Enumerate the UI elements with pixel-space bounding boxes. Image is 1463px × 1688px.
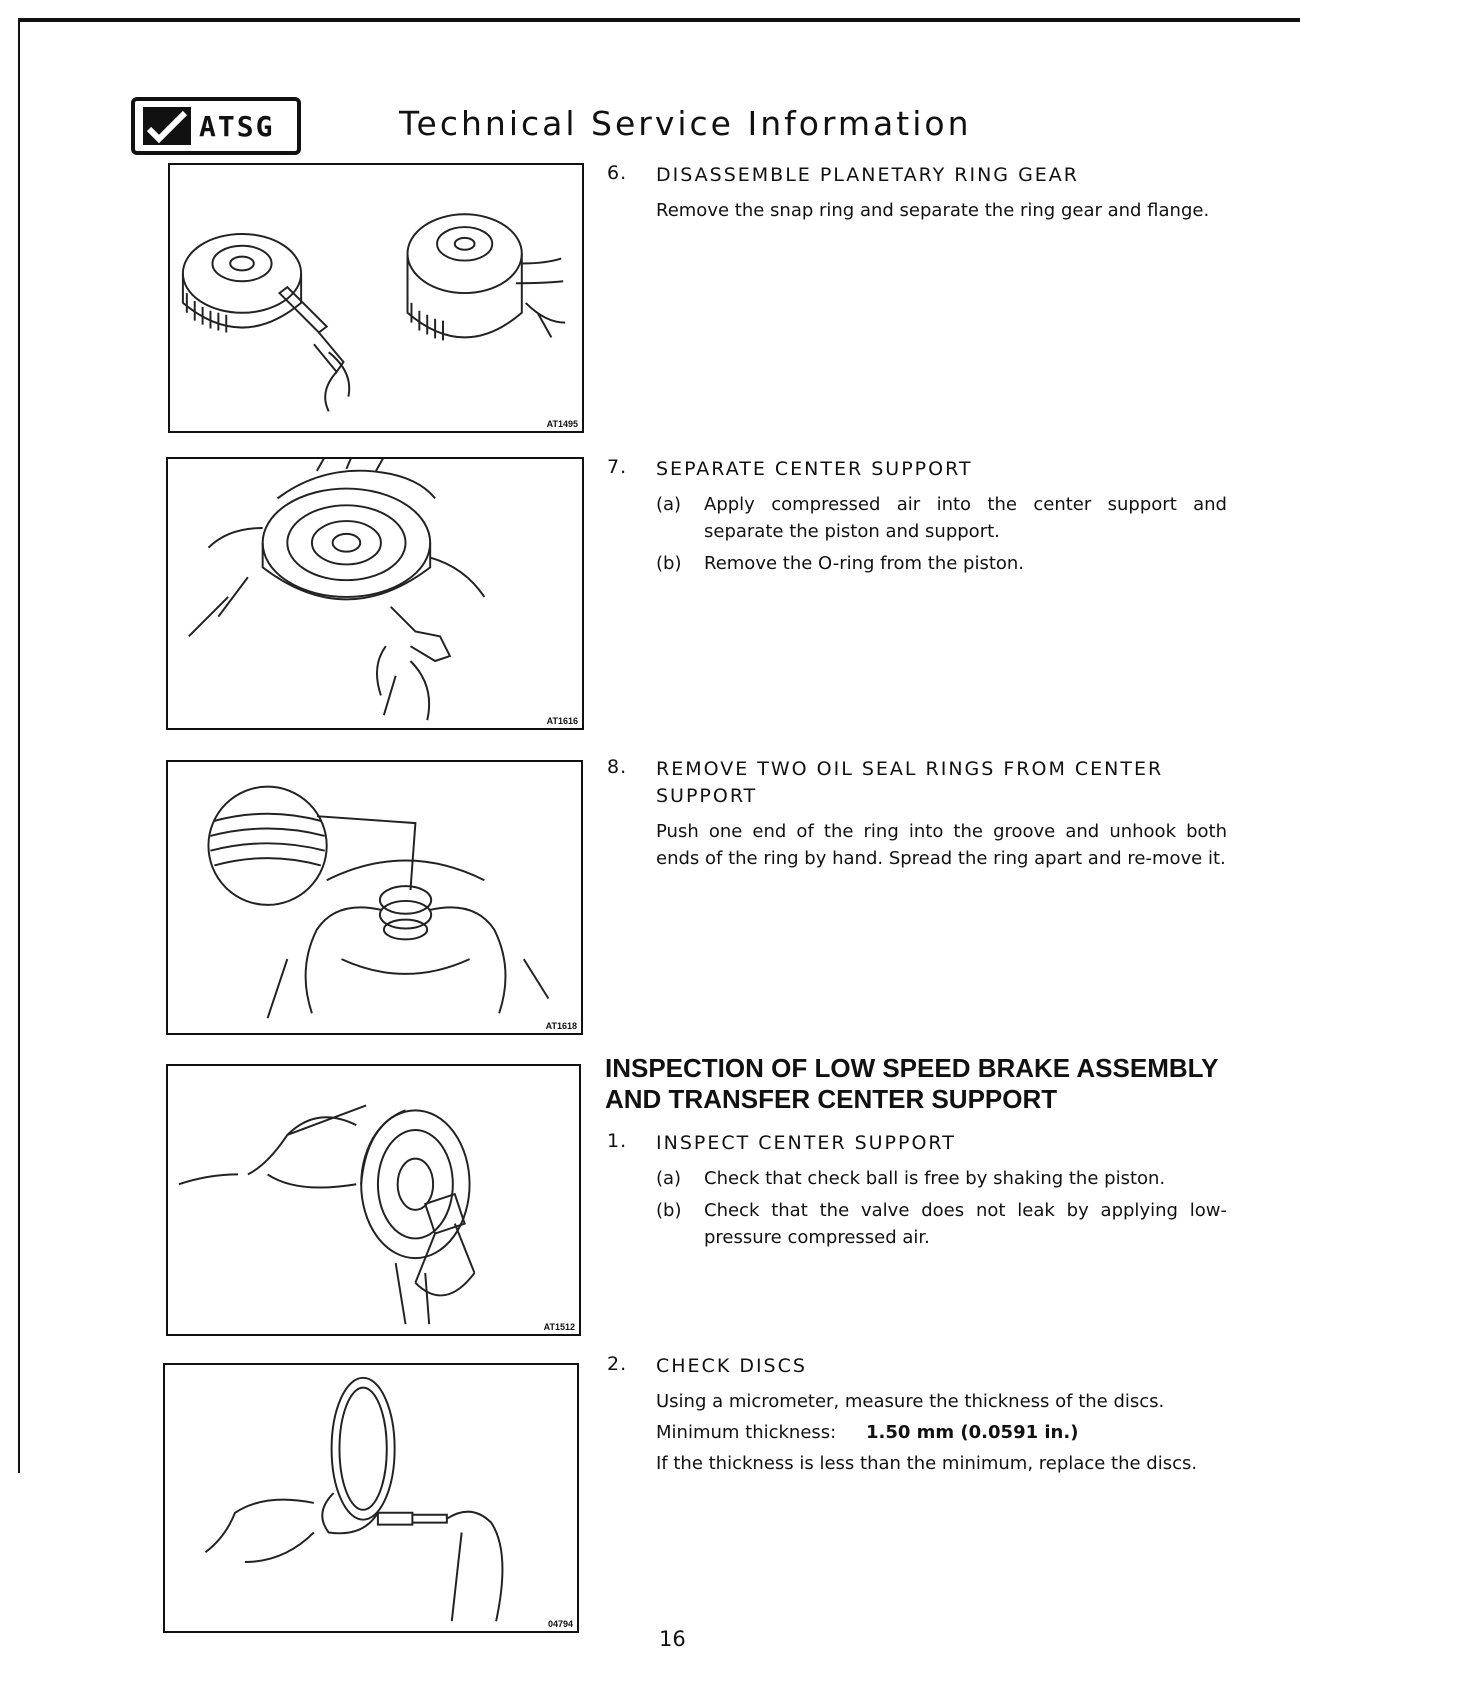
ring-gear-illustration	[170, 165, 582, 431]
figure-code: AT1495	[546, 419, 578, 429]
inspect-center-support-illustration	[168, 1066, 579, 1334]
logo-text: ATSG	[199, 109, 275, 143]
item-label: (a)	[656, 494, 682, 515]
step-title: CHECK DISCS	[656, 1355, 807, 1377]
item-text: Remove the O-ring from the piston.	[704, 553, 1025, 574]
checkmark-icon	[143, 107, 191, 145]
figure-micrometer	[163, 1363, 579, 1633]
item-label: (a)	[656, 1168, 682, 1189]
left-border-rule	[18, 18, 20, 1473]
step-8	[607, 756, 1227, 872]
spec-label: Minimum thickness:	[656, 1422, 837, 1443]
item-label: (b)	[656, 1200, 682, 1221]
item-text: Check that the valve does not leak by applying low-pressure compressed air.	[704, 1200, 1227, 1248]
spec-value: 1.50 mm (0.0591 in.)	[865, 1422, 1079, 1443]
step-title: SEPARATE CENTER SUPPORT	[656, 458, 973, 480]
step-title: INSPECT CENTER SUPPORT	[656, 1132, 956, 1154]
figure-code: AT1616	[546, 716, 578, 726]
step-title: REMOVE TWO OIL SEAL RINGS FROM CENTER SUPPORT	[656, 758, 1164, 807]
page-number: 16	[659, 1627, 686, 1651]
spec-line	[656, 1419, 1227, 1446]
center-support-illustration	[168, 459, 582, 728]
list-item	[656, 1197, 1227, 1251]
step-number: 2.	[607, 1353, 628, 1375]
oil-seal-rings-illustration	[168, 762, 581, 1033]
step-number: 7.	[607, 456, 628, 478]
atsg-logo	[131, 97, 301, 155]
item-text: Check that check ball is free by shaking the piston.	[704, 1168, 1166, 1189]
inspection-step-2	[607, 1353, 1227, 1477]
list-item	[656, 1165, 1227, 1192]
figure-code: AT1512	[543, 1322, 575, 1332]
top-border-rule	[18, 18, 1300, 22]
step-text: Using a micrometer, measure the thickness of the discs.	[656, 1391, 1165, 1412]
list-item	[656, 550, 1227, 577]
inspection-heading: INSPECTION OF LOW SPEED BRAKE ASSEMBLY AND TRANSFER CENTER SUPPORT	[605, 1053, 1219, 1114]
micrometer-illustration	[165, 1365, 577, 1631]
step-7	[607, 456, 1227, 577]
page-title: Technical Service Information	[399, 104, 972, 143]
figure-code: 04794	[547, 1619, 573, 1629]
step-title: DISASSEMBLE PLANETARY RING GEAR	[656, 164, 1079, 186]
figure-code: AT1618	[545, 1021, 577, 1031]
step-body: Push one end of the ring into the groove and unhook both ends of the ring by hand. Spread the ring apart and re-move it.	[656, 821, 1227, 869]
step-number: 8.	[607, 756, 628, 778]
step-body	[656, 1388, 1227, 1477]
step-body	[656, 1165, 1227, 1251]
step-6	[607, 162, 1227, 224]
step-body: Remove the snap ring and separate the ring gear and flange.	[656, 200, 1210, 221]
figure-inspect-center-support	[166, 1064, 581, 1336]
item-text: Apply compressed air into the center support and separate the piston and support.	[704, 494, 1227, 542]
step-body	[656, 491, 1227, 577]
figure-ring-gear	[168, 163, 584, 433]
step-number: 6.	[607, 162, 628, 184]
list-item	[656, 491, 1227, 545]
step-note: If the thickness is less than the minimum, replace the discs.	[656, 1453, 1198, 1474]
figure-oil-seal-rings	[166, 760, 583, 1035]
step-number: 1.	[607, 1130, 628, 1152]
inspection-step-1	[607, 1130, 1227, 1251]
figure-center-support	[166, 457, 584, 730]
item-label: (b)	[656, 553, 682, 574]
